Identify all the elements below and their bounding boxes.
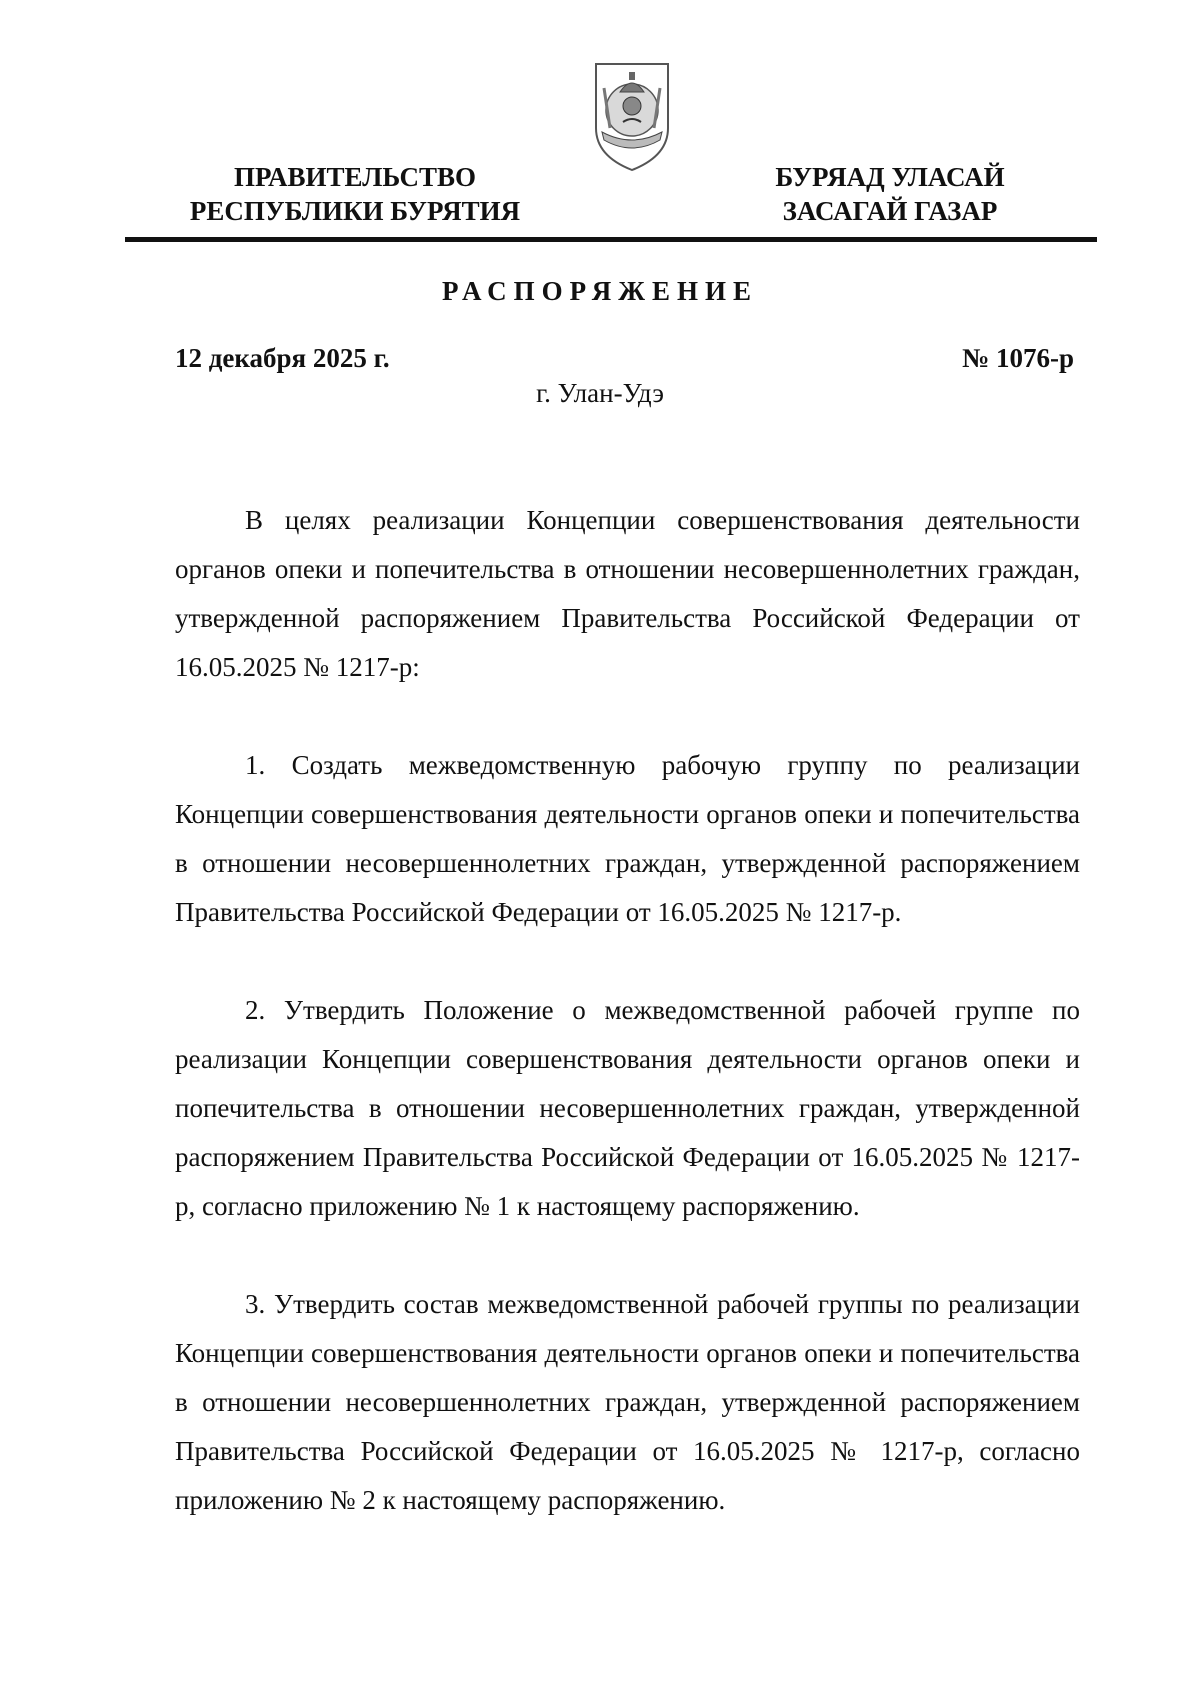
org-name-russian [175,160,535,228]
item-3-paragraph: 3. Утвердить состав межведомственной рабочей группы по реализации Концепции совершенствования деятельности органов опеки и попечительства в отношении несовершеннолетних граждан, утвержденной распоряжением Правительства Российской Федерации от 16.05.2025 № 1217-р, согласно приложению № 2 к настоящему распоряжению. [175,1289,1080,1515]
document-city: г. Улан-Удэ [536,378,664,408]
org-name-russian-line1: ПРАВИТЕЛЬСТВО [233,162,477,192]
coat-of-arms-icon [590,58,674,176]
org-name-buryat-line1: БУРЯАД УЛАСАЙ [775,162,1005,192]
item-1-paragraph: 1. Создать межведомственную рабочую группу по реализации Концепции совершенствования деятельности органов опеки и попечительства в отношении несовершеннолетних граждан, утвержденной распоряжением Правительства Российской Федерации от 16.05.2025 № 1217-р. [175,750,1080,927]
org-name-russian-line2: РЕСПУБЛИКИ БУРЯТИЯ [189,196,521,226]
org-name-buryat-line2: ЗАСАГАЙ ГАЗАР [782,196,998,226]
document-type-title: РАСПОРЯЖЕНИЕ [441,276,759,306]
item-2-paragraph: 2. Утвердить Положение о межведомственной рабочей группе по реализации Концепции совершенствования деятельности органов опеки и попечительства в отношении несовершеннолетних граждан, утвержденной распоряжением Правительства Российской Федерации от 16.05.2025 № 1217-р, согласно приложению № 1 к настоящему распоряжению. [175,995,1080,1221]
document-date: 12 декабря 2025 г. [175,343,390,373]
header-divider [125,237,1097,242]
org-name-buryat [760,160,1020,228]
intro-paragraph: В целях реализации Концепции совершенствования деятельности органов опеки и попечительства в отношении несовершеннолетних граждан, утвержденной распоряжением Правительства Российской Федерации от 16.05.2025 № 1217-р: [175,505,1080,682]
document-number: № 1076-р [962,343,1074,373]
